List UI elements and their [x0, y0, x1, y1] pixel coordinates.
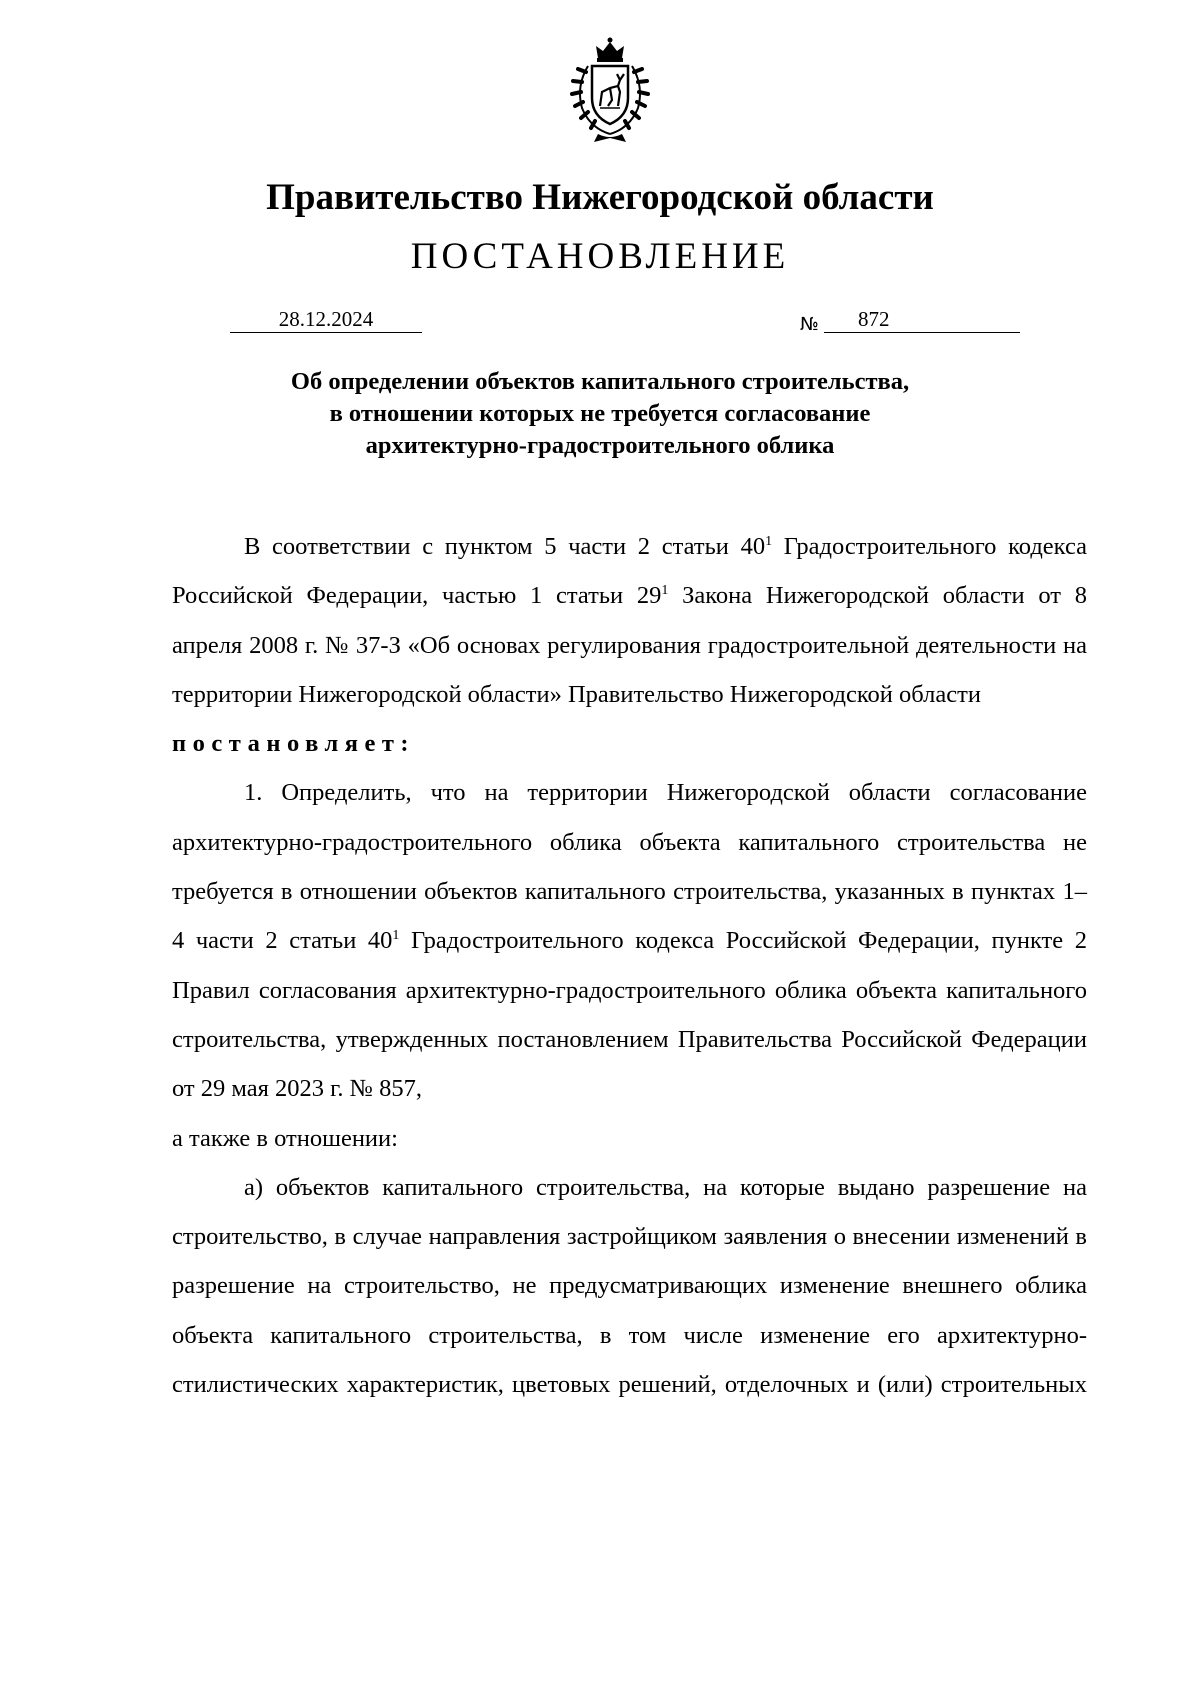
decree-word: постановляет:: [172, 730, 416, 758]
date-underline: [230, 332, 422, 333]
number-sign: №: [800, 314, 819, 335]
number-underline: [824, 332, 1020, 333]
item-a-paragraph: а) объектов капитального строительства, на которые выдано разрешение на строительство, в случае направления застройщиком заявления о внесении изменений в разрешение на строительство, не предусматривающих изменение внешнего облика объекта капитального строительства, в том числе изменение его архитектурно-стилистических характеристик, цветовых решений, отделочных и (или) строительных: [172, 1173, 1087, 1399]
document-number: 872: [858, 307, 890, 331]
document-date: 28.12.2024: [278, 307, 374, 331]
item-1-paragraph: 1. Определить, что на территории Нижегородской области согласование архитектурно-градостроительного облика объекта капитального строительства не требуется в отношении объектов капитального строительства, указанных в пунктах 1–4 части 2 статьи $40^1$ Градостроительного кодекса Российской Федерации, пункте 2 Правил согласования архитектурно-градостроительного облика объекта капитального строительства, утвержденных постановлением Правительства Российской Федерации от 29 мая 2023 г. № 857,: [172, 779, 1087, 1103]
document-body: [172, 522, 1087, 1409]
coat-of-arms-icon: [560, 36, 660, 144]
item-1-continuation: а также в отношении:: [172, 1124, 398, 1152]
document-type: ПОСТАНОВЛЕНИЕ: [410, 236, 790, 277]
organization-title: Правительство Нижегородской области: [266, 177, 934, 218]
subject-line: архитектурно-градостроительного облика: [365, 432, 835, 459]
subject-line: в отношении которых не требуется согласование: [329, 400, 871, 427]
document-subject: [0, 366, 1200, 462]
preamble-paragraph: В соответствии с пунктом 5 части 2 статьи $40^1$ Градостроительного кодекса Российской Федерации, частью 1 статьи $29^1$ Закона Нижегородской области от 8 апреля 2008 г. № 37-З «Об основах регулирования градостроительной деятельности на территории Нижегородской области» Правительство Нижегородской области: [172, 533, 1088, 708]
subject-line: Об определении объектов капитального строительства,: [290, 368, 910, 395]
